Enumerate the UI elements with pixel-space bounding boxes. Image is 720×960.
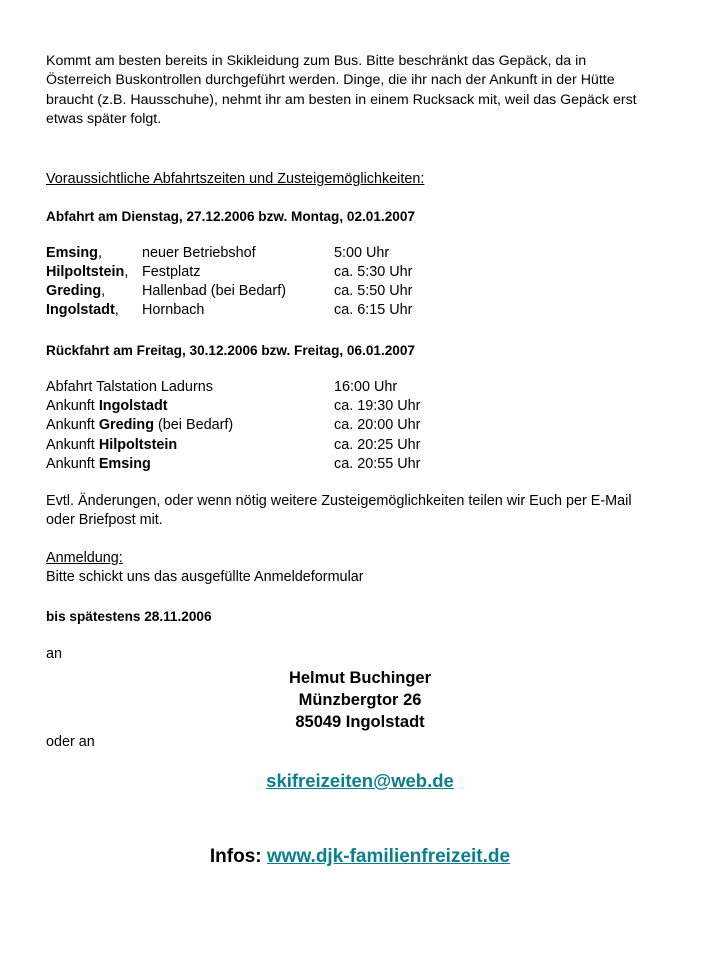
changes-line: Evtl. Änderungen, oder wenn nötig weitere Zusteigemöglichkeiten teilen wir Euch per E-Mail (46, 493, 632, 509)
return-stop-label (46, 378, 213, 397)
town-separator: , (124, 264, 129, 280)
departure-time: ca. 5:50 Uhr (334, 283, 413, 299)
return-time: ca. 19:30 Uhr (334, 398, 421, 414)
infos-row (0, 846, 720, 868)
stop-prefix: Ankunft (46, 437, 99, 453)
intro-line: Kommt am besten bereits in Skikleidung zum Bus. Bitte beschränkt das Gepäck, da in (46, 53, 587, 69)
return-time: ca. 20:00 Uhr (334, 417, 421, 433)
schedule-heading: Voraussichtliche Abfahrtszeiten und Zusteigemöglichkeiten: (46, 171, 425, 187)
town-name: Ingolstadt (46, 302, 115, 318)
registration-deadline: bis spätestens 28.11.2006 (46, 609, 212, 624)
town-name: Emsing (46, 245, 98, 261)
stop-prefix: Ankunft (46, 456, 99, 472)
town-separator: , (97, 245, 102, 261)
departure-heading: Abfahrt am Dienstag, 27.12.2006 bzw. Montag, 02.01.2007 (46, 209, 415, 224)
departure-place: Festplatz (142, 264, 201, 280)
return-stop-label (46, 416, 233, 435)
return-stop-label (46, 455, 151, 474)
email-intro: oder an (46, 734, 95, 750)
return-time: ca. 20:25 Uhr (334, 437, 421, 453)
town-separator: , (114, 302, 119, 318)
intro-line: braucht (z.B. Hausschuhe), nehmt ihr am besten in einem Rucksack mit, weil das Gepäck erst (46, 91, 637, 108)
intro-line: etwas später folgt. (46, 110, 162, 127)
return-time: 16:00 Uhr (334, 379, 398, 395)
stop-prefix: Ankunft (46, 417, 99, 433)
departure-place: Hallenbad (bei Bedarf) (142, 283, 286, 299)
town-name: Greding (98, 417, 154, 433)
town-separator: , (101, 283, 106, 299)
departure-town-cell (46, 301, 119, 320)
infos-label: Infos: (209, 846, 267, 867)
intro-line: Österreich Buskontrollen durchgeführt werden. Dinge, die ihr nach der Ankunft in der Hütte (46, 72, 615, 89)
town-name: Emsing (98, 456, 151, 472)
departure-town-cell (46, 263, 128, 282)
address-city: 85049 Ingolstadt (295, 713, 425, 731)
stop-prefix: Ankunft (46, 398, 99, 414)
town-name: Ingolstadt (98, 398, 168, 414)
stop-suffix: (bei Bedarf) (153, 417, 234, 433)
return-stop-label (46, 436, 177, 455)
departure-town-cell (46, 282, 105, 301)
departure-time: ca. 6:15 Uhr (334, 302, 413, 318)
website-link[interactable]: www.djk-familienfreizeit.de (266, 846, 511, 867)
address-name: Helmut Buchinger (288, 669, 432, 687)
departure-time: ca. 5:30 Uhr (334, 264, 413, 280)
address-street: Münzbergtor 26 (298, 691, 422, 709)
registration-text: Bitte schickt uns das ausgefüllte Anmeldeformular (46, 569, 364, 585)
departure-place: neuer Betriebshof (142, 245, 256, 261)
town-name: Greding (46, 283, 102, 299)
email-link[interactable]: skifreizeiten@web.de (266, 770, 454, 791)
return-heading: Rückfahrt am Freitag, 30.12.2006 bzw. Freitag, 06.01.2007 (46, 343, 415, 358)
town-name: Hilpoltstein (46, 264, 125, 280)
stop-prefix: Abfahrt Talstation Ladurns (46, 379, 213, 395)
email-row (0, 770, 720, 792)
intro-paragraph (46, 52, 714, 129)
return-stop-label (46, 397, 168, 416)
departure-time: 5:00 Uhr (334, 245, 390, 261)
departure-place: Hornbach (142, 302, 205, 318)
return-time: ca. 20:55 Uhr (334, 456, 421, 472)
changes-line: oder Briefpost mit. (46, 512, 163, 528)
registration-heading: Anmeldung: (46, 550, 123, 566)
address-intro: an (46, 646, 63, 662)
town-name: Hilpoltstein (98, 437, 178, 453)
departure-town-cell (46, 244, 102, 263)
